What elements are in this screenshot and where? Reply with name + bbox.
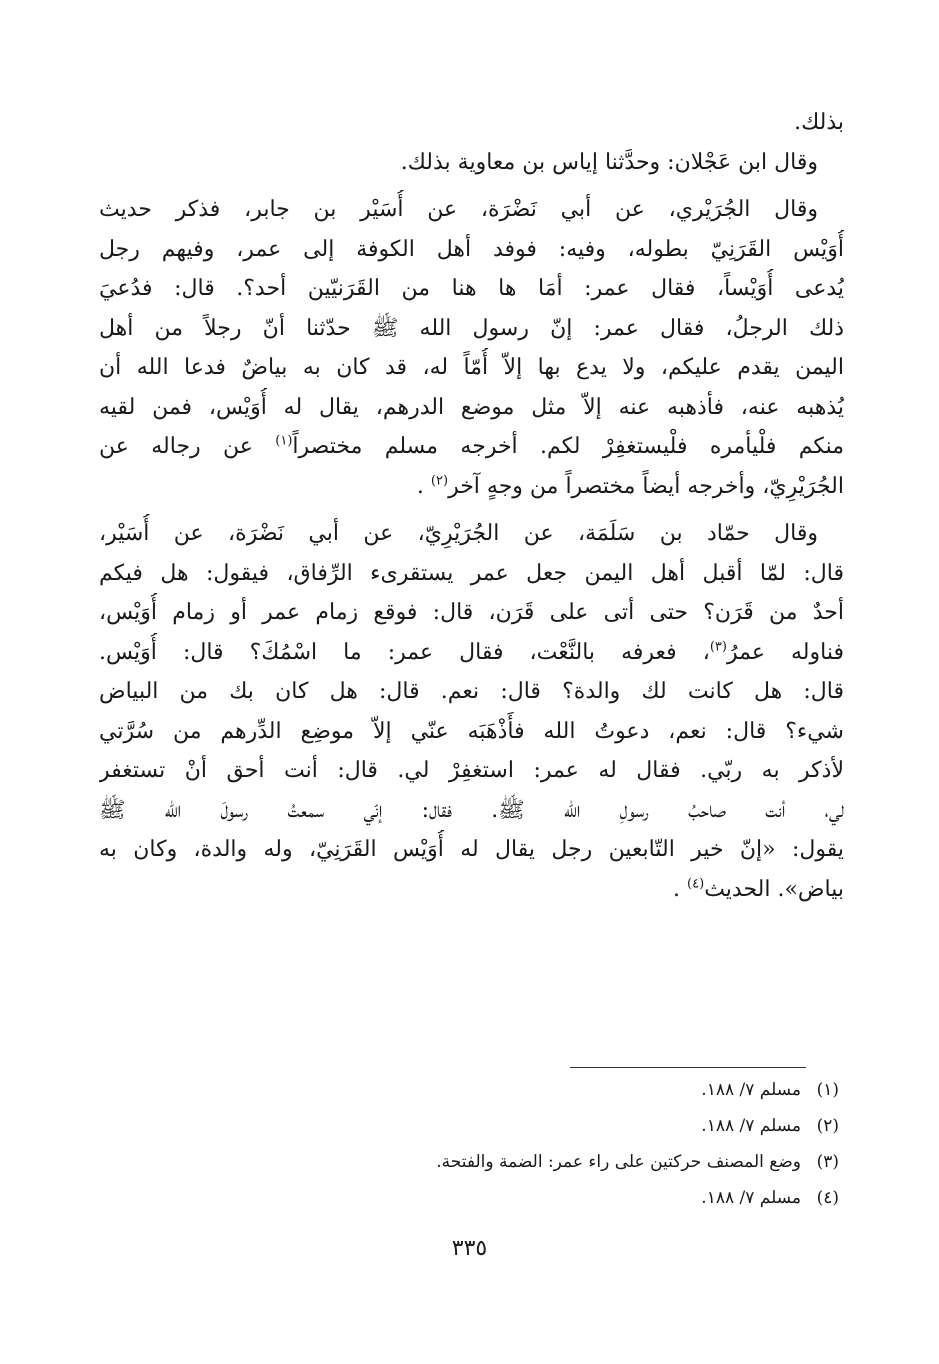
text-line: قال: هل كانت لك والدة؟ قال: نعم. قال: هل كان بك من البياض [99, 679, 844, 704]
footnote-divider [570, 1067, 806, 1068]
paragraph-gap [99, 506, 844, 514]
footnote-text: وضع المصنف حركتين على راء عمر: الضمة والفتحة. [436, 1152, 801, 1172]
text-line: وقال حمّاد بن سَلَمَة، عن الجُرَيْرِيّ، عن أبي نَضْرَة، عن أُسَيْر، [99, 521, 818, 546]
footnote-text: مسلم ٧/ ١٨٨. [701, 1116, 801, 1136]
footnote-text: مسلم ٧/ ١٨٨. [701, 1080, 801, 1100]
paragraph-gap [99, 182, 844, 190]
text-line: أُوَيْس القَرَنِيّ بطوله، وفيه: فوفد أهل الكوفة إلى عمر، وفيهم رجل [99, 236, 844, 262]
page-number: ٣٣٥ [451, 1236, 488, 1261]
text-segment: عن رجاله عن [99, 434, 276, 459]
footnote-number: (١) [816, 1080, 839, 1100]
text-line: يقول: «إنّ خير التّابعين رجل يقال له أُوَيْس القَرَنِيّ، وله والدة، وكان به [99, 837, 844, 862]
text-segment: . [416, 473, 431, 499]
text-line [99, 427, 844, 467]
text-line: يُدعى أُوَيْساً، فقال عمر: أمَا ها هنا من القَرَنيّين أحد؟. قال: فدُعيَ [99, 276, 844, 301]
text-segment: فناوله عمرُ [726, 639, 844, 665]
text-line: لي، أنت صاحبُ رسولِ الله ﷺ. فقال: إنّي سمعتُ رسولَ الله ﷺ [99, 797, 844, 823]
footnote-text: مسلم ٧/ ١٨٨. [701, 1188, 801, 1208]
footnote-marker: (٤) [687, 876, 705, 892]
text-line [99, 633, 844, 673]
footnote-marker: (٢) [430, 473, 449, 489]
footnote-item [139, 1072, 839, 1108]
footnote-number: (٣) [816, 1152, 839, 1172]
footnote-number: (٤) [816, 1188, 839, 1208]
text-segment: ، فعرفه بالنَّعْت، فقال عمر: ما اسْمُكَ؟ قال: أُوَيْس. [99, 639, 710, 665]
text-segment: . [673, 876, 688, 902]
text-line: قال: لمّا أقبل أهل اليمن جعل عمر يستقرىء الرِّفاق، فيقول: هل فيكم [99, 560, 844, 586]
text-segment: الجُرَيْرِيّ، وأخرجه أيضاً مختصراً من وجهٍ آخر [448, 473, 844, 499]
text-line: لأذكر به ربّي. فقال له عمر: استغفِرْ لي. قال: أنت أحق أنْ تستغفر [99, 758, 844, 783]
text-line: يُذهبه عنه، فأذهبه عنه إلاّ مثل موضع الدرهم، يقال له أُوَيْس، فمن لقيه [99, 394, 844, 420]
footnote-number: (٢) [816, 1116, 839, 1136]
text-segment: بياض». الحديث [704, 876, 844, 902]
footnote-item [139, 1108, 839, 1144]
text-segment: منكم فلْيأمره فلْيستغفِرْ لكم. أخرجه مسلم مختصراً [292, 434, 844, 459]
footnote-marker: (١) [275, 433, 293, 449]
text-line: وقال الجُرَيْري، عن أبي نَضْرَة، عن أُسَيْر بن جابر، فذكر حديث [99, 197, 818, 222]
text-line: ذلك الرجلُ، فقال عمر: إنّ رسول الله ﷺ حدّثنا أنّ رجلاً من أهل [99, 315, 844, 341]
text-line [99, 870, 844, 910]
text-line: شيء؟ قال: نعم، دعوتُ الله فأَذْهَبَه عنّي إلاّ موضِع الدِّرهم من سُرَّتي [99, 718, 844, 744]
footnotes [139, 1072, 839, 1216]
text-line: بذلك. [794, 110, 844, 135]
text-line: وقال ابن عَجْلان: وحدَّثنا إياس بن معاوية بذلك. [400, 149, 818, 175]
footnote-marker: (٣) [709, 639, 727, 655]
footnote-item [139, 1144, 839, 1180]
text-line [99, 467, 844, 507]
text-line: أحدٌ من قَرَن؟ حتى أتى على قَرَن، قال: فوقع زمام عمر أو زمام أُوَيْس، [99, 600, 844, 625]
body-text [99, 103, 844, 909]
footnote-item [139, 1180, 839, 1216]
text-line: اليمن يقدم عليكم، ولا يدع بها إلاّ أُمّاً له، قد كان به بياضٌ فدعا الله أن [99, 355, 844, 380]
